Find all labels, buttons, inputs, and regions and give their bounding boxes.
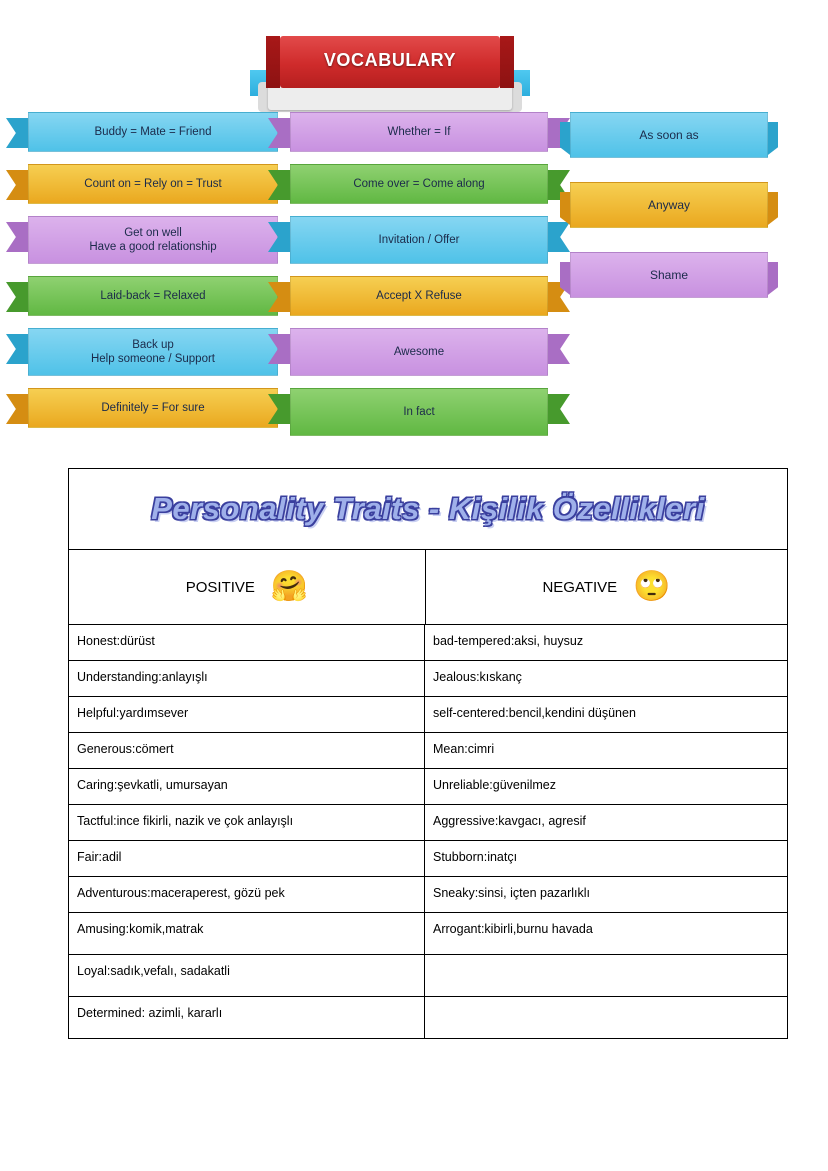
negative-trait: Arrogant:kibirli,burnu havada xyxy=(433,922,593,936)
banner-body xyxy=(290,388,548,436)
happy-face-icon: 🤗 xyxy=(270,570,309,603)
positive-trait: Fair:adil xyxy=(69,841,425,876)
banner-body xyxy=(28,112,278,152)
banner-item xyxy=(290,388,548,436)
positive-trait: Generous:cömert xyxy=(69,733,425,768)
rolling-eyes-face-icon: 🙄 xyxy=(633,570,671,603)
negative-trait: Aggressive:kavgacı, agresif xyxy=(433,814,586,828)
negative-trait xyxy=(425,997,787,1038)
positive-trait: Adventurous:maceraperest, gözü pek xyxy=(69,877,425,912)
banner-text: Definitely = For sure xyxy=(101,401,205,414)
table-row xyxy=(69,661,787,697)
banner-text-secondary: Help someone / Support xyxy=(90,353,216,365)
personality-traits-table xyxy=(68,468,788,1039)
banner-body xyxy=(290,276,548,316)
table-row xyxy=(69,625,787,661)
banner-body xyxy=(570,182,768,228)
positive-trait: Determined: azimli, kararlı xyxy=(69,997,425,1038)
banner-text: As soon as xyxy=(639,128,699,142)
banner-text: Back up xyxy=(132,338,174,351)
negative-trait: self-centered:bencil,kendini düşünen xyxy=(433,706,636,720)
positive-trait: Caring:şevkatli, umursayan xyxy=(69,769,425,804)
banner-item xyxy=(290,328,548,376)
banner-body xyxy=(290,164,548,204)
table-row xyxy=(69,955,787,997)
negative-trait: Sneaky:sinsi, içten pazarlıklı xyxy=(433,886,591,900)
banner-item xyxy=(290,276,548,316)
banner-column-right xyxy=(560,112,778,322)
table-row xyxy=(69,997,787,1038)
vocabulary-banner-area xyxy=(0,112,828,452)
table-row xyxy=(69,697,787,733)
banner-body xyxy=(570,252,768,298)
banner-item xyxy=(560,112,778,158)
negative-trait: Stubborn:inatçı xyxy=(433,850,518,864)
vocabulary-title: VOCABULARY xyxy=(323,49,457,70)
positive-trait: Honest:dürüst xyxy=(69,625,425,660)
positive-trait: Helpful:yardımsever xyxy=(69,697,425,732)
banner-body xyxy=(290,112,548,152)
banner-item xyxy=(290,164,548,204)
traits-title: Personality Traits - Kişilik Özellikleri xyxy=(151,491,705,526)
banner-text: Accept X Refuse xyxy=(376,289,462,302)
banner-item xyxy=(28,276,278,316)
banner-body xyxy=(28,216,278,264)
negative-trait xyxy=(425,955,787,996)
negative-trait: Unreliable:güvenilmez xyxy=(433,778,556,792)
banner-text: Shame xyxy=(649,268,689,282)
banner-body xyxy=(28,328,278,376)
table-row xyxy=(69,913,787,955)
banner-body xyxy=(28,388,278,428)
banner-text: Awesome xyxy=(393,345,445,358)
positive-trait: Tactful:ince fikirli, nazik ve çok anlayışlı xyxy=(69,805,425,840)
positive-trait: Loyal:sadık,vefalı, sadakatli xyxy=(69,955,425,996)
positive-trait: Amusing:komik,matrak xyxy=(69,913,425,954)
banner-item xyxy=(28,112,278,152)
banner-text: Come over = Come along xyxy=(353,177,485,190)
negative-trait: bad-tempered:aksi, huysuz xyxy=(433,634,584,648)
negative-label: NEGATIVE xyxy=(542,578,618,596)
banner-text: Buddy = Mate = Friend xyxy=(94,125,212,138)
banner-text: Get on well xyxy=(124,226,182,239)
banner-column-middle xyxy=(290,112,548,448)
banner-body xyxy=(28,276,278,316)
banner-text: Count on = Rely on = Trust xyxy=(84,177,222,190)
negative-trait: Jealous:kıskanç xyxy=(433,670,522,684)
banner-item xyxy=(28,216,278,264)
traits-header-row xyxy=(69,550,787,625)
banner-text-secondary: Have a good relationship xyxy=(89,241,217,253)
vocabulary-header-banner xyxy=(250,34,530,100)
banner-body xyxy=(28,164,278,204)
traits-title-row xyxy=(69,469,787,550)
positive-label: POSITIVE xyxy=(185,578,255,596)
banner-text: In fact xyxy=(403,405,435,418)
banner-text: Whether = If xyxy=(387,125,451,138)
banner-item xyxy=(290,112,548,152)
banner-text: Anyway xyxy=(647,198,691,212)
banner-column-left xyxy=(28,112,278,440)
traits-positive-header xyxy=(69,550,426,624)
banner-body xyxy=(570,112,768,158)
table-row xyxy=(69,769,787,805)
table-row xyxy=(69,841,787,877)
banner-text: Invitation / Offer xyxy=(378,233,460,246)
banner-item xyxy=(28,164,278,204)
banner-item xyxy=(28,388,278,428)
banner-item xyxy=(290,216,548,264)
banner-text: Laid-back = Relaxed xyxy=(100,289,206,302)
positive-trait: Understanding:anlayışlı xyxy=(69,661,425,696)
table-row xyxy=(69,877,787,913)
negative-trait: Mean:cimri xyxy=(433,742,495,756)
banner-item xyxy=(560,182,778,228)
banner-item xyxy=(28,328,278,376)
banner-item xyxy=(560,252,778,298)
table-row xyxy=(69,733,787,769)
table-row xyxy=(69,805,787,841)
banner-body xyxy=(290,328,548,376)
traits-negative-header xyxy=(426,550,787,624)
banner-body xyxy=(290,216,548,264)
